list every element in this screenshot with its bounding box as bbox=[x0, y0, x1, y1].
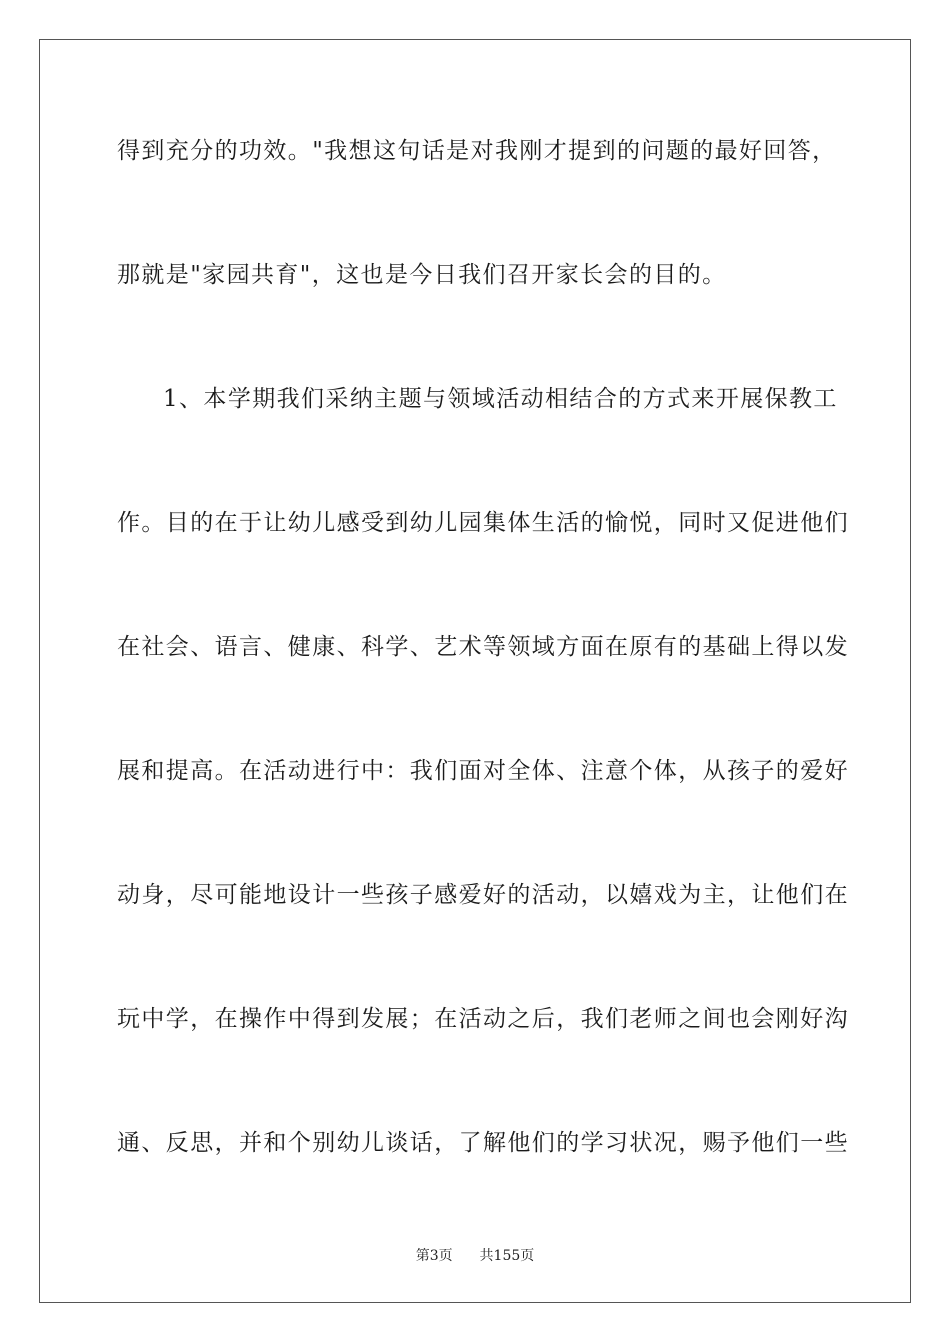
body-text-line: 在社会、语言、健康、科学、艺术等领域方面在原有的基础上得以发 bbox=[117, 634, 849, 660]
body-text-line: 动身，尽可能地设计一些孩子感爱好的活动，以嬉戏为主，让他们在 bbox=[117, 882, 849, 908]
body-text-line: 1、本学期我们采纳主题与领域活动相结合的方式来开展保教工 bbox=[163, 386, 838, 412]
body-text-line: 通、反思，并和个别幼儿谈话，了解他们的学习状况，赐予他们一些 bbox=[117, 1130, 849, 1156]
body-text-line: 展和提高。在活动进行中：我们面对全体、注意个体，从孩子的爱好 bbox=[117, 758, 849, 784]
body-text-line: 作。目的在于让幼儿感受到幼儿园集体生活的愉悦，同时又促进他们 bbox=[117, 510, 849, 536]
page-footer bbox=[0, 1247, 950, 1265]
body-text-line: 那就是"家园共育"，这也是今日我们召开家长会的目的。 bbox=[117, 262, 727, 288]
page-border bbox=[39, 39, 911, 1303]
body-text-line: 玩中学，在操作中得到发展；在活动之后，我们老师之间也会刚好沟 bbox=[117, 1006, 849, 1032]
body-text-line: 得到充分的功效。"我想这句话是对我刚才提到的问题的最好回答， bbox=[117, 138, 837, 164]
total-page-count: 共155页 bbox=[479, 1248, 535, 1264]
current-page-number: 第3页 bbox=[415, 1248, 453, 1264]
